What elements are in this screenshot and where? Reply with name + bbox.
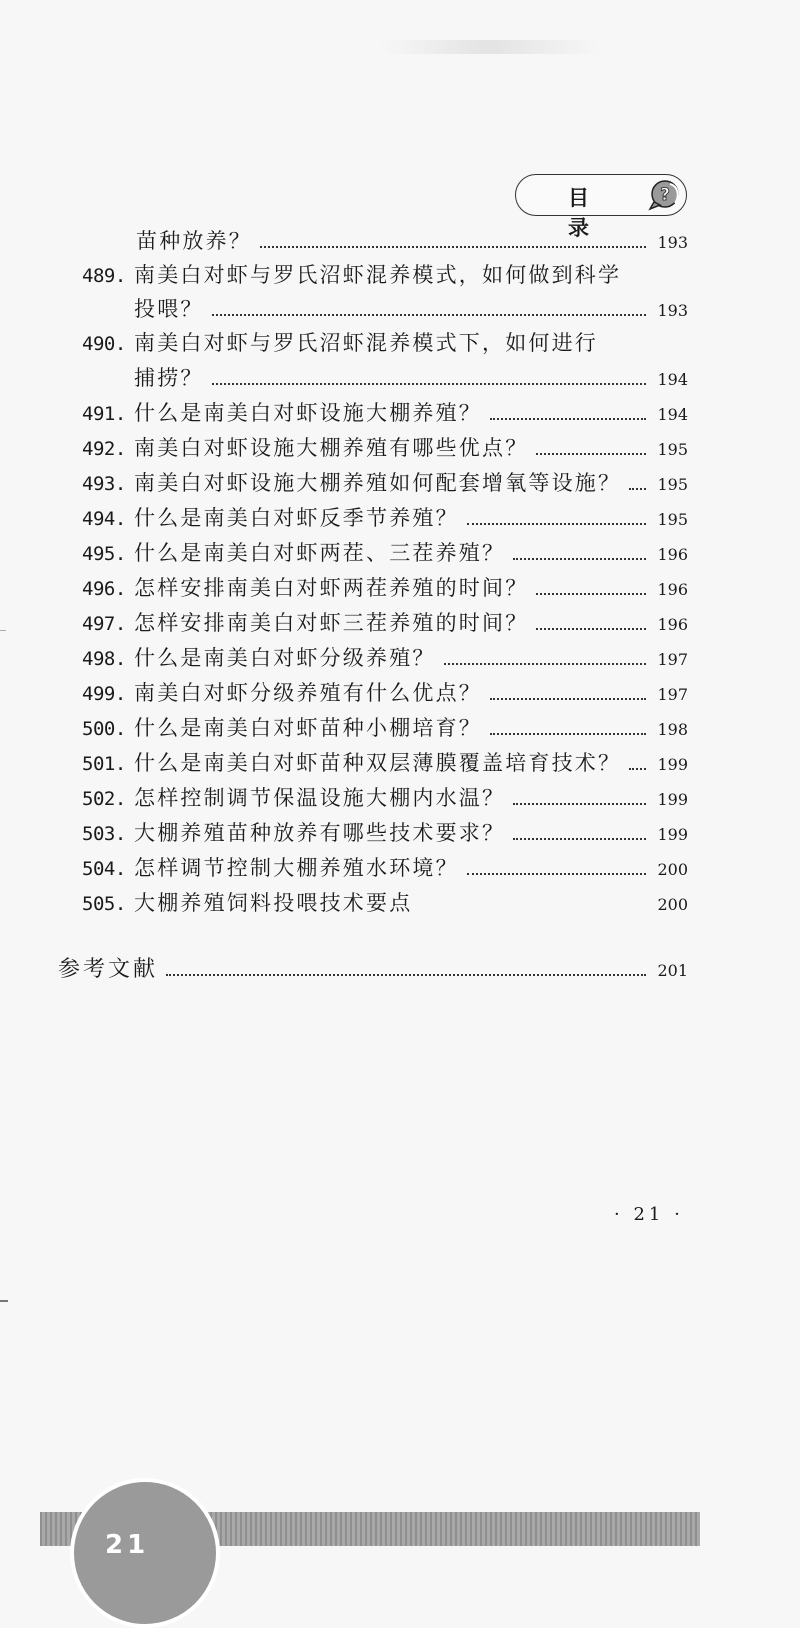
toc-entry[interactable] [82, 397, 688, 427]
entry-title: 怎样安排南美白对虾两茬养殖的时间？ [134, 576, 529, 600]
faded-running-header [380, 40, 600, 54]
scan-mark [0, 1300, 8, 1302]
footer-band-number: 21 [105, 1530, 150, 1560]
toc-entry[interactable] [82, 432, 688, 462]
scan-mark [0, 630, 6, 631]
leader-dots [536, 453, 646, 455]
leader-dots [490, 733, 646, 735]
entry-title: 什么是南美白对虾分级养殖？ [134, 646, 436, 670]
section-badge [515, 174, 687, 240]
toc-entry-references[interactable] [58, 952, 688, 984]
leader-dots [536, 628, 646, 630]
entry-number: 503. [82, 823, 126, 845]
entry-title: 什么是南美白对虾设施大棚养殖？ [134, 401, 482, 425]
entry-page: 195 [657, 510, 688, 529]
entry-title: 什么是南美白对虾苗种小棚培育？ [134, 716, 482, 740]
leader-dots [490, 698, 646, 700]
entry-number: 499. [82, 683, 126, 705]
entry-page: 200 [657, 860, 688, 879]
leader-dots [212, 314, 646, 316]
entry-title: 南美白对虾设施大棚养殖有哪些优点？ [134, 436, 529, 460]
entry-title: 什么是南美白对虾苗种双层薄膜覆盖培育技术？ [134, 751, 622, 775]
leader-dots [536, 593, 646, 595]
entry-number: 505. [82, 893, 126, 915]
toc-entry[interactable] [136, 225, 688, 255]
references-label: 参考文献 [58, 957, 159, 982]
toc-entry[interactable] [82, 327, 688, 357]
entry-number: 495. [82, 543, 126, 565]
leader-dots [166, 974, 646, 976]
entry-title-cont: 捕捞？ [134, 366, 204, 390]
leader-dots [467, 523, 646, 525]
toc-entry[interactable] [82, 817, 688, 847]
toc-entry[interactable] [82, 852, 688, 882]
leader-dots [513, 558, 646, 560]
entry-title: 什么是南美白对虾两茬、三茬养殖？ [134, 541, 506, 565]
entry-title: 南美白对虾与罗氏沼虾混养模式下，如何进行 [134, 331, 598, 355]
leader-dots [629, 768, 646, 770]
entry-page: 193 [657, 233, 688, 252]
entry-title: 怎样控制调节保温设施大棚内水温？ [134, 786, 506, 810]
entry-page: 195 [657, 475, 688, 494]
toc-entry-continuation[interactable] [134, 362, 688, 392]
leader-dots [420, 908, 646, 910]
svg-text:?: ? [660, 185, 670, 205]
entry-page: 197 [657, 685, 688, 704]
entry-number: 496. [82, 578, 126, 600]
entry-page: 199 [657, 790, 688, 809]
leader-dots [490, 418, 646, 420]
entry-number: 490. [82, 333, 126, 355]
entry-number: 500. [82, 718, 126, 740]
leader-dots [444, 663, 646, 665]
section-label: 目 录 [568, 186, 619, 240]
entry-title: 南美白对虾设施大棚养殖如何配套增氧等设施？ [134, 471, 622, 495]
toc-entry-continuation[interactable] [134, 293, 688, 323]
entry-number: 502. [82, 788, 126, 810]
question-speech-icon [648, 178, 682, 212]
entry-number: 497. [82, 613, 126, 635]
leader-dots [513, 838, 646, 840]
entry-title: 大棚养殖饲料投喂技术要点 [134, 891, 413, 915]
entry-number: 491. [82, 403, 126, 425]
toc-entry[interactable] [82, 572, 688, 602]
toc-entry[interactable] [82, 502, 688, 532]
entry-number: 489. [82, 265, 126, 287]
entry-page: 199 [657, 755, 688, 774]
toc-entry[interactable] [82, 467, 688, 497]
entry-page: 194 [657, 405, 688, 424]
entry-title: 南美白对虾与罗氏沼虾混养模式，如何做到科学 [134, 263, 622, 287]
entry-title: 什么是南美白对虾反季节养殖？ [134, 506, 459, 530]
leader-dots [467, 873, 646, 875]
toc-entry[interactable] [82, 259, 688, 289]
toc-entry[interactable] [82, 747, 688, 777]
toc-entry[interactable] [82, 887, 688, 917]
toc-entry[interactable] [82, 642, 688, 672]
entry-page: 196 [657, 615, 688, 634]
page-number: · 21 · [614, 1204, 684, 1225]
leader-dots [260, 246, 646, 248]
leader-dots [212, 383, 646, 385]
entry-number: 494. [82, 508, 126, 530]
entry-title: 苗种放养？ [136, 229, 252, 253]
entry-page: 199 [657, 825, 688, 844]
entry-number: 493. [82, 473, 126, 495]
entry-page: 193 [657, 301, 688, 320]
entry-number: 498. [82, 648, 126, 670]
entry-number: 504. [82, 858, 126, 880]
toc-entry[interactable] [82, 782, 688, 812]
entry-number: 492. [82, 438, 126, 460]
toc-entry[interactable] [82, 712, 688, 742]
entry-title: 怎样调节控制大棚养殖水环境？ [134, 856, 459, 880]
entry-page: 194 [657, 370, 688, 389]
toc-entry[interactable] [82, 537, 688, 567]
entry-page: 200 [657, 895, 688, 914]
entry-page: 195 [657, 440, 688, 459]
references-page: 201 [657, 961, 688, 980]
entry-title: 南美白对虾分级养殖有什么优点？ [134, 681, 482, 705]
leader-dots [513, 803, 646, 805]
toc-entry[interactable] [82, 677, 688, 707]
leader-dots [629, 488, 646, 490]
entry-page: 198 [657, 720, 688, 739]
toc-entry[interactable] [82, 607, 688, 637]
entry-title: 大棚养殖苗种放养有哪些技术要求？ [134, 821, 506, 845]
entry-page: 196 [657, 545, 688, 564]
entry-title-cont: 投喂？ [134, 297, 204, 321]
entry-page: 196 [657, 580, 688, 599]
entry-number: 501. [82, 753, 126, 775]
entry-page: 197 [657, 650, 688, 669]
entry-title: 怎样安排南美白对虾三茬养殖的时间？ [134, 611, 529, 635]
